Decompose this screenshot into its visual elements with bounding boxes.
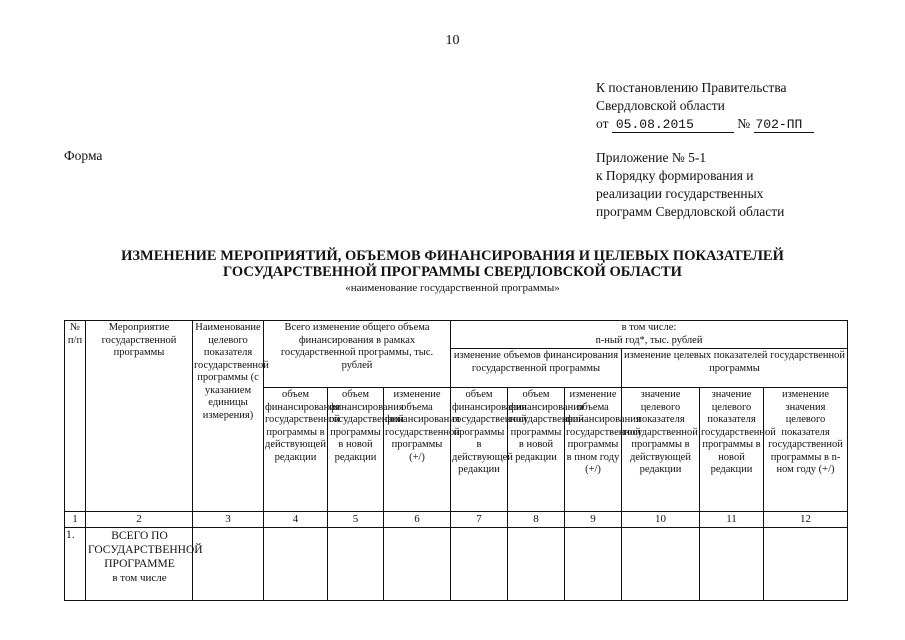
form-label: Форма	[64, 148, 103, 163]
decree-date-line	[596, 115, 814, 133]
appendix-line-3: реализации государственных	[596, 186, 764, 201]
header-event: Мероприятие государственной программы	[86, 321, 193, 512]
appendix-reference	[596, 149, 784, 221]
decree-line-2: Свердловской области	[596, 98, 725, 113]
table-cell	[764, 527, 848, 600]
title-line-2: ГОСУДАРСТВЕННОЙ ПРОГРАММЫ СВЕРДЛОВСКОЙ ОБЛАСТИ	[223, 264, 682, 280]
total-row-label-cell	[86, 527, 203, 600]
col-number: 8	[508, 512, 565, 528]
decree-date: 05.08.2015	[612, 118, 734, 133]
program-name-placeholder: «наименование государственной программы»	[345, 282, 560, 294]
header-total-change: Всего изменение общего объема финансирования в рамках государственной программы, тыс. рублей	[264, 321, 451, 388]
col-number: 7	[451, 512, 508, 528]
header-col-7: объем финансирования государственной программы в действующей редакции	[451, 388, 508, 512]
col-number: 1	[65, 512, 86, 528]
header-num: № п/п	[65, 321, 86, 512]
page-number: 10	[445, 33, 460, 48]
table-cell	[328, 527, 384, 600]
header-col-8: объем финансирования государственной программы в новой редакции	[508, 388, 565, 512]
document-title	[0, 248, 905, 280]
appendix-line-4: программ Свердловской области	[596, 204, 785, 219]
header-col-11: значение целевого показателя государственной программы в новой редакции	[700, 388, 764, 512]
header-including-year: n-ный год*, тыс. рублей	[595, 334, 703, 346]
table-cell	[700, 527, 764, 600]
table-cell	[264, 527, 328, 600]
col-number: 3	[193, 512, 264, 528]
column-number-row	[65, 512, 848, 528]
appendix-line-2: к Порядку формирования и	[596, 168, 754, 183]
header-including-label: в том числе:	[621, 322, 677, 333]
table-cell	[508, 527, 565, 600]
table-cell	[384, 527, 451, 600]
decree-line-1: К постановлению Правительства	[596, 80, 787, 95]
total-row-num: 1.	[65, 527, 86, 600]
header-fin-change: изменение объемов финансирования государственной программы	[451, 349, 622, 388]
header-col-5: объем финансирования государственной программы в новой редакции	[328, 388, 384, 512]
header-indicator: Наименование целевого показателя государственной программы (с указанием единицы измерения)	[193, 321, 264, 512]
table-cell	[565, 527, 622, 600]
appendix-line-1: Приложение № 5-1	[596, 150, 707, 165]
decree-from-label: от	[596, 116, 609, 131]
total-row	[65, 527, 848, 600]
header-col-6: изменение объема финансирования государственной программы (+/)	[384, 388, 451, 512]
table-cell	[451, 527, 508, 600]
col-number: 9	[565, 512, 622, 528]
col-number: 5	[328, 512, 384, 528]
changes-table	[64, 320, 848, 601]
total-row-sublabel: в том числе	[112, 571, 167, 584]
col-number: 12	[764, 512, 848, 528]
col-number: 10	[622, 512, 700, 528]
header-col-12: изменение значения целевого показателя государственной программы в n-ном году (+/)	[764, 388, 848, 512]
header-col-10: значение целевого показателя государственной программы в действующей редакции	[622, 388, 700, 512]
header-col-4: объем финансирования государственной программы в действующей редакции	[264, 388, 328, 512]
col-number: 11	[700, 512, 764, 528]
decree-number-label: №	[737, 116, 751, 131]
header-col-9: изменение объема финансирования государственной программы в пном году (+/)	[565, 388, 622, 512]
header-target-change: изменение целевых показателей государственной программы	[622, 349, 848, 388]
decree-reference	[596, 79, 814, 133]
header-including	[451, 321, 848, 349]
total-row-label: ВСЕГО ПО ГОСУДАРСТВЕННОЙ ПРОГРАММЕ	[88, 529, 203, 570]
table-cell	[622, 527, 700, 600]
col-number: 2	[86, 512, 193, 528]
table-cell	[193, 527, 264, 600]
decree-number: 702-ПП	[754, 118, 814, 133]
title-line-1: ИЗМЕНЕНИЕ МЕРОПРИЯТИЙ, ОБЪЕМОВ ФИНАНСИРОВАНИЯ И ЦЕЛЕВЫХ ПОКАЗАТЕЛЕЙ	[121, 248, 784, 264]
col-number: 4	[264, 512, 328, 528]
col-number: 6	[384, 512, 451, 528]
header-row-1	[65, 321, 848, 349]
